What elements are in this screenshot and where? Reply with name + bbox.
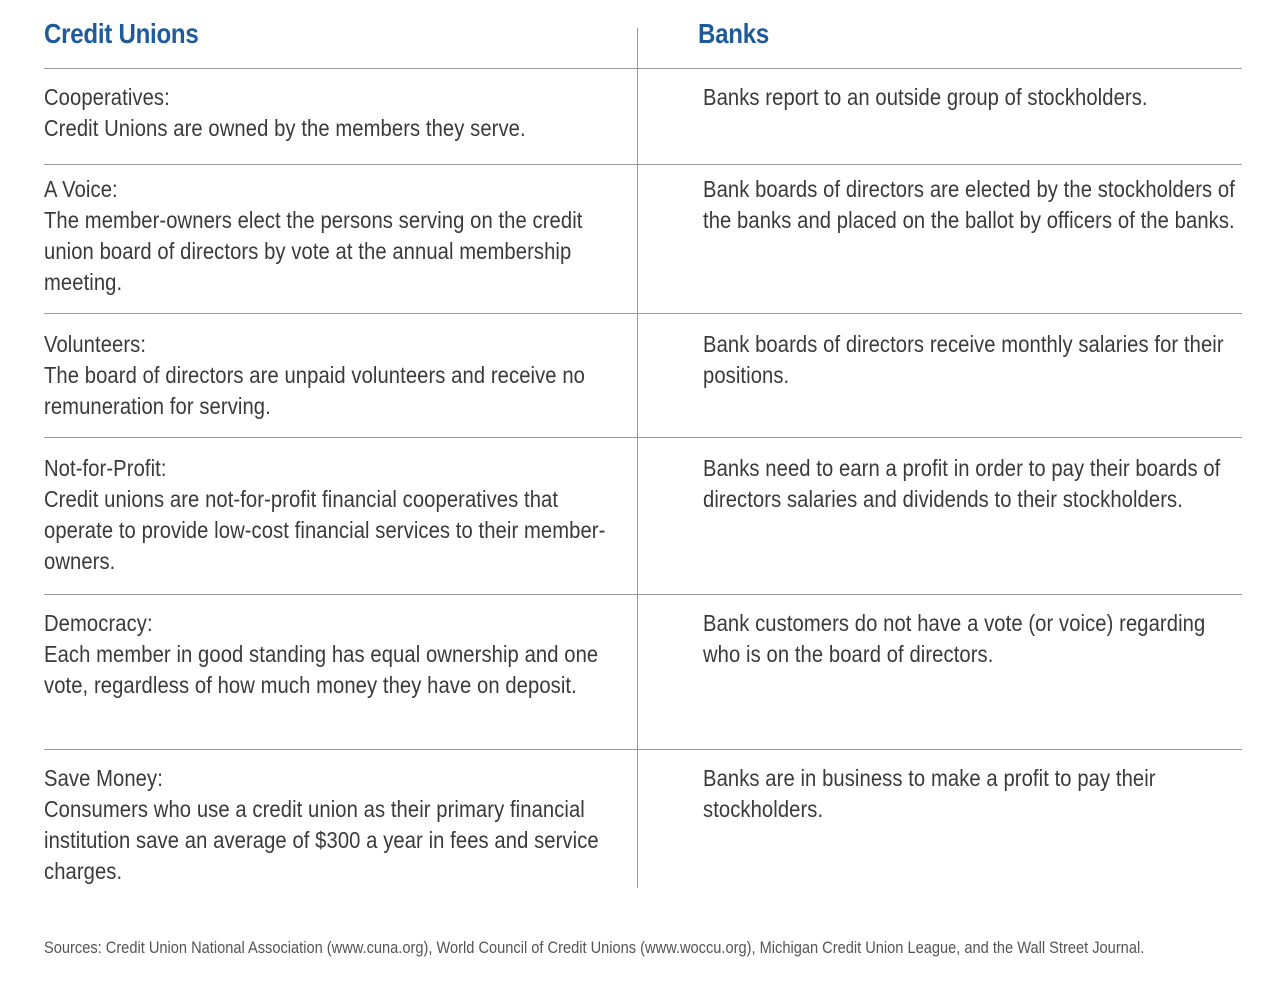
cell-text: The board of directors are unpaid volunteers and receive no remuneration for serving.	[44, 362, 585, 419]
cell-title: Democracy:	[44, 610, 153, 636]
credit-union-cell	[44, 763, 612, 887]
row-divider	[44, 437, 1242, 438]
bank-cell	[703, 329, 1241, 391]
cell-title: Cooperatives:	[44, 84, 170, 110]
cell-text: Credit unions are not-for-profit financial cooperatives that operate to provide low-cost financial services to their member-owners.	[44, 486, 606, 574]
bank-cell	[703, 608, 1241, 670]
cell-text: Banks need to earn a profit in order to pay their boards of directors salaries and dividends to their stockholders.	[703, 455, 1221, 512]
row-divider	[44, 68, 1242, 69]
banks-heading: Banks	[698, 18, 769, 49]
cell-text: Each member in good standing has equal ownership and one vote, regardless of how much money they have on deposit.	[44, 641, 599, 698]
cell-title: Volunteers:	[44, 331, 147, 357]
bank-cell	[703, 82, 1241, 113]
cell-title: Save Money:	[44, 765, 163, 791]
credit-union-cell	[44, 608, 612, 701]
cell-title: Not-for-Profit:	[44, 455, 167, 481]
cell-text: Bank boards of directors receive monthly salaries for their positions.	[703, 331, 1224, 388]
row-divider	[44, 313, 1242, 314]
cell-text: The member-owners elect the persons serving on the credit union board of directors by vote at the annual membership meeting.	[44, 207, 583, 295]
cell-text: Banks are in business to make a profit to pay their stockholders.	[703, 765, 1156, 822]
cell-text: Bank customers do not have a vote (or voice) regarding who is on the board of directors.	[703, 610, 1206, 667]
bank-cell	[703, 174, 1241, 236]
credit-union-cell	[44, 329, 612, 422]
cell-text: Banks report to an outside group of stockholders.	[703, 84, 1148, 110]
row-divider	[44, 749, 1242, 750]
row-divider	[44, 594, 1242, 595]
cell-text: Consumers who use a credit union as their primary financial institution save an average of $300 a year in fees and service charges.	[44, 796, 599, 884]
credit-union-cell	[44, 174, 612, 298]
cell-title: A Voice:	[44, 176, 118, 202]
credit-unions-heading: Credit Unions	[44, 18, 199, 49]
row-divider	[44, 164, 1242, 165]
credit-union-cell	[44, 453, 612, 577]
bank-cell	[703, 763, 1241, 825]
sources-footnote: Sources: Credit Union National Association (www.cuna.org), World Council of Credit Unions (www.woccu.org), Michigan Credit Union League, and the Wall Street Journal.	[44, 938, 1145, 957]
bank-cell	[703, 453, 1241, 515]
cell-text: Bank boards of directors are elected by the stockholders of the banks and placed on the ballot by officers of the banks.	[703, 176, 1235, 233]
column-divider	[637, 28, 638, 888]
credit-union-cell	[44, 82, 612, 144]
cell-text: Credit Unions are owned by the members they serve.	[44, 115, 526, 141]
